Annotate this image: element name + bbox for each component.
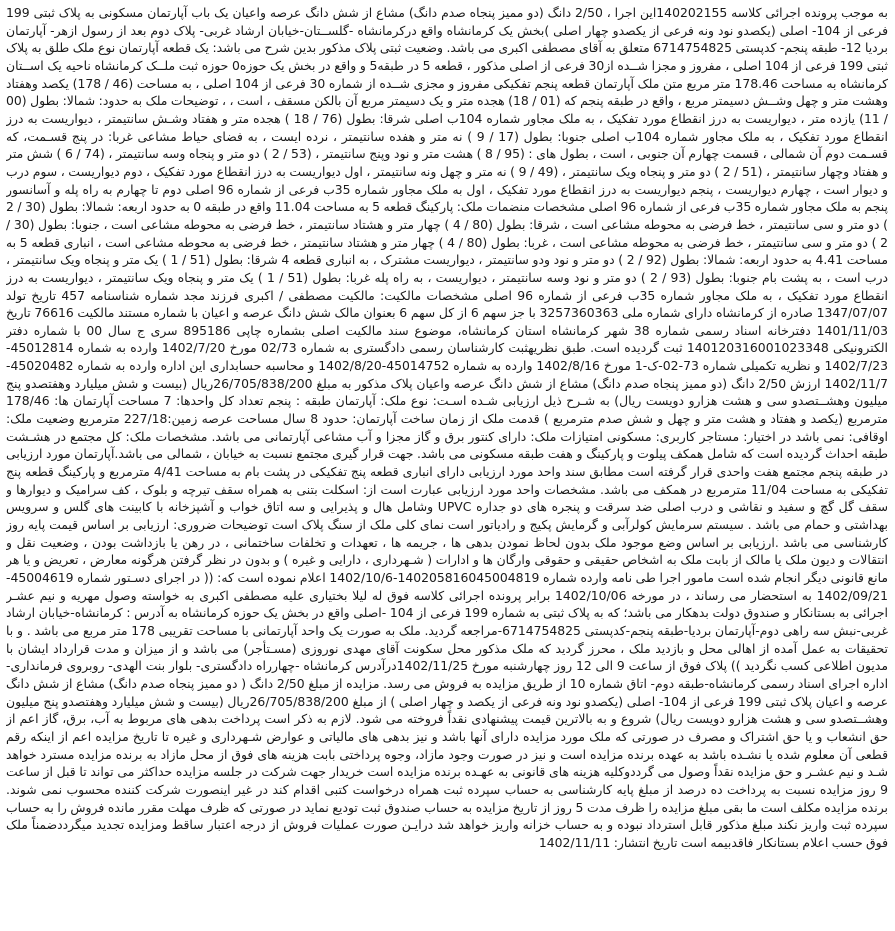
auction-notice-document [6, 4, 888, 926]
auction-notice-text: به موجب پرونده اجرائی کلاسه 140202155این اجرا ، 2/50 دانگ (دو ممیز پنجاه صدم دانگ) مشاع از شش دانگ عرصه واعیان یک باب آپارتمان مسکونی به پلاک ثبتی 199 فرعی از 104- اصلی (یکصدو نود ونه فرعی از یکصدو چهار اصلی )بخش یک کرمانشاه واقع درکرمانشاه -گلســتان-خیابان ارشاد غربی- پلاک دوم بعد از رسول ازهر- آپارتمان بردیا 12- طبقه پنجم- کدپستی 6714754825 متعلق به آقای مصطفی اکبری می باشد. وضعیت ثبتی پلاک مذکور بدین شرح می باشد: یک قطعه آپارتمان نوع ملک طلق به پلاک ثبتی 199 فرعی از 104 اصلی ، مفروز و مجزا شــده از30 فرعی از اصلی مذکور ، قطعه 5 در طبقه5 و واقع در بخش یک حوزه0 حوزه ثبت ملــک کرمانشاه ناحیه یک اســتان کرمانشاه به مساحت 178.46 متر مربع متن ملک آپارتمان قطعه پنجم تفکیکی مفروز و مجزی شــده از شماره 30 فرعی از 104 اصلی ، به مساحت (46 / 178) یکصد وهفتاد وهشت متر و چهل وشــش دسیمتر مربع ، واقع در طبقه پنجم که (01 / 18) هجده متر و یک دسیمتر مربع آن بالکن مسقف ، است ، ، توضیحات ملک به حدود: شمالا: بطول (00 / 11) یازده متر ، دیواریست به درز انقطاع مورد تفکیک ، به ملک مجاور شماره 104ب اصلی شرقا: بطول (76 / 18 ) هجده متر و هفتاد وشـش سانتیمتر ، دیواریست به درز انقطاع مورد تفکیک ، به ملک مجاور شماره 104ب اصلی جنوبا: بطول (17 / 9 ) نه متر و هفده سانتیمتر ، نرده ایست ، به فضای حیاط مشاعی غربا: در پنج قسـمت، که قسـمت دوم آن شمالی ، قسمت چهارم آن جنوبی ، است ، بطول های : (95 / 8 ) هشت متر و نود وپنج سانتیمتر ، (53 / 2 ) دو متر و پنجاه وسه سانتیمتر ، (74 / 6 ) شش متر و هفتاد وچهار سانتیمتر ، (51 / 2 ) دو متر و پنجاه ویک سانتیمتر ، (49 / 9 ) نه متر و چهل ونه سانتیمتر ، اول دیواریست به درز انقطاع مورد تفکیک ، دوم دیواریست ، سوم درب و دیوار است ، چهارم دیواریست ، پنجم دیواریست به درز انقطاع مورد تفکیک ، اول به ملک مجاور شماره 35ب فرعی از شماره 96 اصلی دوم تا چهارم به راه پله و آسانسور پنجم به ملک مجاور شماره 35ب فرعی از شماره 96 اصلی مشخصات منضمات ملک: پارکینگ قطعه 5 به مساحت 11.04 واقع در طبقه 0 به حدود اربعه: شمالا: بطول (30 / 2 ) دو متر و سی سانتیمتر ، خط فرضی به محوطه مشاعی است ، شرقا: بطول (80 / 4 ) چهار متر و هشتاد سانتیمتر ، خط فرضی به محوطه مشاعی است ، جنوبا: بطول (30 / 2 ) دو متر و سی سانتیمتر ، خط فرضی به محوطه مشاعی است ، غربا: بطول (80 / 4 ) چهار متر و هشتاد سانتیمتر ، خط فرضی به محوطه مشاعی است ، انباری قطعه 5 به مساحت 4.41 به حدود اربعه: شمالا: بطول (92 / 2 ) دو متر و نود ودو سانتیمتر ، دیواریست مشترک ، به انباری قطعه 4 شرقا: بطول (51 / 1 ) یک متر و پنجاه ویک سانتیمتر ، درب است ، به پشت بام جنوبا: بطول (93 / 2 ) دو متر و نود وسه سانتیمتر ، دیواریست ، به راه پله غربا: بطول (51 / 1 ) یک متر و پنجاه ویک سانتیمتر ، دیواریست به درز انقطاع مورد تفکیک ، به ملک مجاور شماره 35ب فرعی از شماره 96 اصلی مشخصات مالکیت: مالکیت مصطفی / اکبری فرزند مجد شماره شناسنامه 457 تاریخ تولد 1347/07/07 صادره از کرمانشاه دارای شماره ملی 3257360363 با جز سهم 6 از کل سهم 6 بعنوان مالک شش دانگ عرصه و اعیان با شماره مستند مالکیت 76616 تاریخ 1401/11/03 دفترخانه اسناد رسمی شماره 38 شهر کرمانشاه استان کرمانشاه، موضوع سند مالکیت اصلی بشماره چاپی 895186 سری ج سال 00 با شماره دفتر الکترونیکی 140120316001023348 ثبت گردیده است. طبق نظریهثبت کارشناسان رسمی دادگستری به شماره 02/73 مورخ 1402/7/20 وارده به شماره 45012814-1402/7/23 و نظریه تکمیلی شماره 73-02-ک-1 مورخ 1402/8/16 وارده به شماره 45014752-1402/8/20 و محاسبه حسابداری این اداره وارده به شماره 45020482-1402/11/7 ارزش 2/50 دانگ (دو ممیز پنجاه صدم دانگ) مشاع از شش دانگ عرصه واعیان پلاک مذکور به مبلغ 26/705/838/200ریال (بیست و شش میلیارد وهفتصدو پنج میلیون وهشــتصدو سی و هشت هزارو دویست ریال) به شـرح ذیل ارزیابی شـده اسـت: نوع ملک: آپارتمان طبقه : پنجم تعداد کل واحدها: 7 مساحت آپارتمان ها: 178/46 مترمربع (یکصد و هفتاد و هشت متر و چهل و شش صدم مترمربع ) قدمت ملک از زمان ساخت آپارتمان: حدود 8 سال مساحت عرصه زمین:227/18 مترمربع وضعیت ملک: اوقافی: نمی باشد در اختیار: مستاجر کاربری: مسکونی امتیازات ملک: دارای کنتور برق و گاز مجزا و آب مشاعی آپارتمانی می باشد. مشخصات ملک: کل مجتمع در هشـشت طبقه احداث گردیده است که شامل همکف پیلوت و پارکینگ و هفت طبقه مسکونی می باشد. جهت قرار گیری مجتمع نسبت به خیابان ، شمالی می باشد.آپارتمان مورد ارزیابی در طبقه پنجم مجتمع هفت واحدی قرار گرفته است مطابق سند واحد مورد ارزیابی دارای انباری قطعه پنج تفکیکی در پشت بام به مساحت 4/41 مترمربع و پارکینگ قطعه پنج تفکیکی به مساحت 11/04 مترمربع در همکف می باشد. مشخصات واحد مورد ارزیابی عبارت است از: اسکلت بتنی به همراه سقف تیرچه و بلوک ، کف سرامیک و دیوارها و سقف گل گچ و سفید و نقاشی و درب اصلی ضد سرقت و پنجره های دو جداره UPVC وشامل هال و پذیرایی و سه اتاق خواب و آشپزخانه با کابینت های گلس و سرویس بهداشتی و حمام می باشد . سیستم سرمایش کولرآبی و گرمایش پکیج و رادیاتور است نمای کلی ملک از سنگ پلاک است توضیحات ضروری: ارزیابی بر اساس قیمت پایه روز کارشناسی می باشد .ارزیابی بر اساس وضع موجود ملک بدون لحاظ نمودن بدهی ها ، جریمه ها ، تعهدات و تخلفات ساختمانی ، در رهن یا بازداشت بودن ، وضعیت نقل و انتقالات و دیون ملک یا مالک از بابت ملک به اشخاص حقیقی و حقوقی وارگان ها و ادارات ( شـهرداری ، دارایی و غیره ) و بدون در نظر گرفتن هرگونه معارض ، تعریض و یا هر مانع قانونی دیگر انجام شده است مامور اجرا طی نامه وارده شماره 140205816045004819-1402/10/6 اعلام نموده است که: (( در اجرای دسـتور شماره 45004619-1402/09/21 به استحضار می رساند ، در مورخه 1402/10/06 برابر پرونده اجرائی کلاسه فوق له لیلا بختیاری علیه مصطفی اکبری به خواسته وصول مهریه و نیم عشـر اجرائی به بستانکار و صندوق دولت بدهکار می باشد؛ که به پلاک ثبتی به شماره 199 فرعی از 104 -اصلی واقع در بخش یک حوزه کرمانشاه به آدرس : کرمانشاه-خیابان ارشاد غربی-نبش سه راهی دوم-آپارتمان بردیا-طبقه پنجم-کدپستی 6714754825-مراجعه گردید. ملک به صورت یک واحد آپارتمانی با مساحت تقریبی 178 متر مربع می باشد . و با تحقیقات به عمل آمده از اهالی محل و بازدید ملک ، محرز گردید که ملک مذکور محل سکونت آقای مهدی نوروزی (مسـتأجر) می باشد و از میزان و مدت قرارداد ایشان با مدیون اطلاعی کسب نگردید )) پلاک فوق از ساعت 9 الی 12 روز چهارشنبه مورخ 1402/11/25درآدرس کرمانشاه -چهارراه دادگستری- بلوار بنت الهدی- روبروی فرمانداری- اداره اجرای اسناد رسمی کرمانشاه-طبقه دوم- اتاق شماره 10 از طریق مزایده به فروش می رسد. مزایده از مبلغ 2/50 دانگ ( دو ممیز پنجاه صدم دانگ) مشاع از شش دانگ عرصه و اعیان پلاک ثبتی 199 فرعی از 104- اصلی (یکصدو نود ونه فرعی از یکصد و چهار اصلی ) از مبلغ 26/705/838/200ریال (بیست و شش میلیارد وهفتصدو پنج میلیون وهشــتصدو سی و هشت هزارو دویست ریال) شروع و به بالاترین قیمت پیشنهادی نقداً فروخته می شود. لازم به ذکر است پرداخت بدهی های مربوط به آب، برق، گاز اعم از حق انشعاب و یا حق اشتراک و مصرف در صورتی که ملک مورد مزایده دارای آنها باشد و نیز بدهی های مالیاتی و عوارض شـهرداری و غیره تا تاریخ مزایده اعم از اینکه رقم قطعی آن معلوم شده یا نشـده باشد به عهده برنده مزایده است و نیز در صورت وجود مازاد، وجوه پرداختی بابت هزینه های فوق از محل مازاد به برنده مزایده مسترد خواهد شـد و نیم عشـر و حق مزایده نقداً وصول می گرددوکلیه هزینه های قانونی به عهـده برنده مزایده است خریدار جهت شرکت در جلسه مزایده حداکثر می تواند تا قبل از ساعت 9 روز مزایده نسبت به پرداخت ده درصد از مبلغ پایه کارشناسی به حساب سپرده ثبت همراه درخواست کتبی اقدام کند در غیر اینصورت شرکت کننده محسوب نمی شوند. برنده مزایده مکلف است ما بقی مبلغ مزایده را ظرف مدت 5 روز از تاریخ مزایده به حساب صندوق ثبت تودیع نماید در صورتی که ظرف مهلت مقرر مانده فروش را به حساب سپرده ثبت واریز نکند مبلغ مذکور قابل استرداد نبوده و به حساب خزانه واریز خواهد شد درایـن صورت عملیات فروش از درجه اعتبار ساقط ومزایده تجدید میگرددضمناً ملک فوق حسب اعلام بستانکار فاقدبیمه است تاریخ انتشار: 1402/11/11 [6, 5, 888, 850]
